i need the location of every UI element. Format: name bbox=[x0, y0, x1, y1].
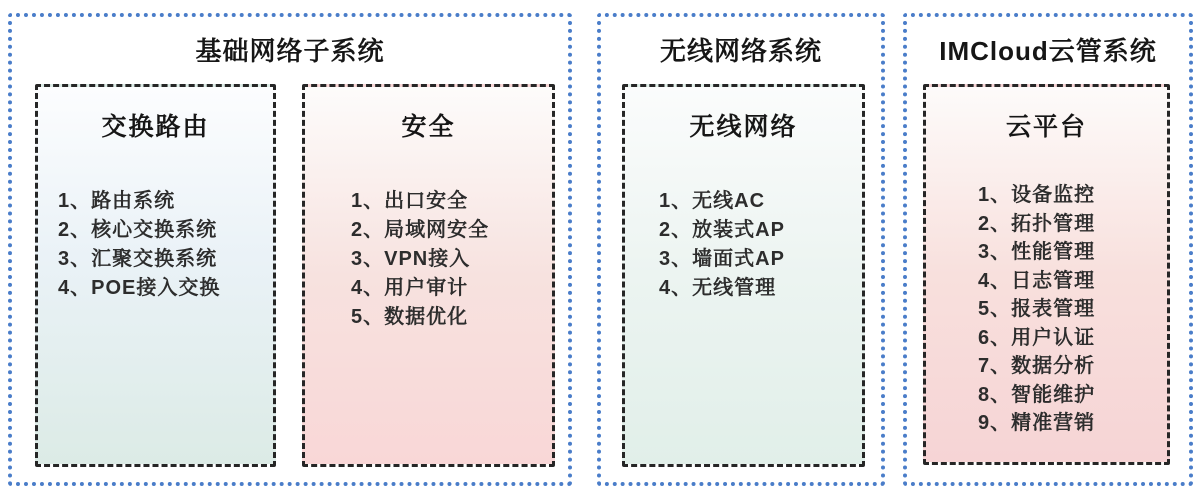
panel-title: 基础网络子系统 bbox=[195, 36, 385, 66]
list-item: 3、墙面式AP bbox=[659, 248, 785, 270]
list-item: 1、路由系统 bbox=[58, 190, 176, 212]
list-item: 3、VPN接入 bbox=[351, 248, 471, 270]
item-list bbox=[305, 187, 552, 332]
list-item: 4、POE接入交换 bbox=[58, 277, 221, 299]
box-security bbox=[302, 84, 555, 467]
box-title: 云平台 bbox=[1005, 113, 1087, 141]
list-item: 9、精准营销 bbox=[978, 412, 1096, 434]
list-item: 2、拓扑管理 bbox=[978, 212, 1096, 235]
list-item: 5、数据优化 bbox=[351, 306, 469, 328]
box-title: 安全 bbox=[401, 113, 456, 141]
list-item: 6、用户认证 bbox=[978, 326, 1096, 349]
box-wireless-network bbox=[622, 84, 865, 467]
panel-basic-network-subsystem bbox=[8, 13, 572, 486]
list-item: 7、数据分析 bbox=[978, 355, 1096, 377]
list-item: 1、无线AC bbox=[659, 190, 766, 212]
list-item: 1、设备监控 bbox=[978, 184, 1096, 206]
list-item: 3、汇聚交换系统 bbox=[58, 248, 218, 270]
list-item: 2、局域网安全 bbox=[351, 219, 490, 241]
list-item: 4、用户审计 bbox=[351, 277, 469, 299]
list-item: 8、智能维护 bbox=[978, 383, 1096, 406]
box-cloud-platform bbox=[923, 84, 1170, 465]
list-item: 2、放装式AP bbox=[659, 219, 785, 241]
item-list bbox=[38, 187, 273, 303]
list-item: 5、报表管理 bbox=[978, 298, 1096, 320]
item-list bbox=[926, 181, 1167, 438]
panel-wireless-network-system bbox=[597, 13, 885, 486]
list-item: 4、无线管理 bbox=[659, 277, 777, 299]
list-item: 1、出口安全 bbox=[351, 190, 469, 212]
box-switch-routing bbox=[35, 84, 276, 467]
box-title: 交换路由 bbox=[101, 113, 210, 141]
list-item: 4、日志管理 bbox=[978, 269, 1096, 292]
list-item: 2、核心交换系统 bbox=[58, 219, 218, 241]
box-title: 无线网络 bbox=[689, 113, 798, 141]
panel-imcloud-management-system bbox=[903, 13, 1193, 486]
panel-title: IMCloud云管系统 bbox=[939, 36, 1157, 66]
panel-title: 无线网络系统 bbox=[659, 36, 822, 66]
item-list bbox=[625, 187, 862, 303]
list-item: 3、性能管理 bbox=[978, 241, 1096, 263]
